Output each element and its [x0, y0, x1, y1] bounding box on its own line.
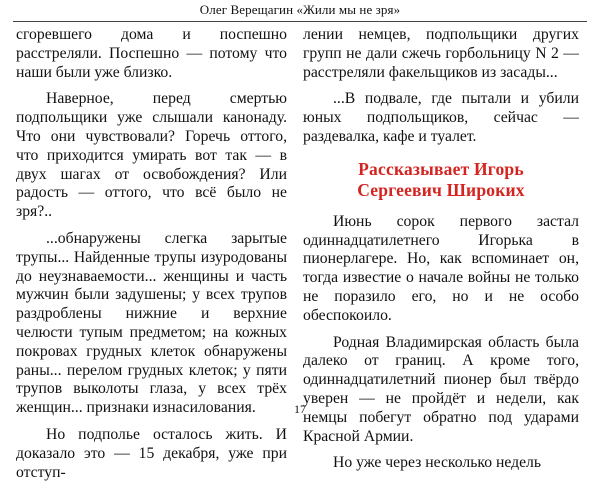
left-paragraph-3-quote: ...обнаружены слегка зарытые трупы... Найденные трупы изуродованы до неузнаваемости... женщины и часть мужчин были задушены; у всех трупов раздроблены нижние и верхние челюсти тупым предметом; на кожных покровах грудных клеток обнаружены раны... перелом грудных клеток; у пяти трупов выколоты глаза, у всех трёх женщин... признаки изнасилования. [16, 229, 287, 417]
header-rule [13, 21, 587, 22]
left-paragraph-1: сгоревшего дома и поспешно расстреляли. Поспешно — потому что наши были уже близко. [16, 26, 287, 81]
section-title-line-2: Сергеевич Широких [357, 179, 525, 200]
running-header: Олег Верещагин «Жили мы не зря» [199, 2, 401, 17]
section-title-line-1: Рассказывает Игорь [358, 158, 524, 179]
right-paragraph-1: лении немцев, подпольщики других групп не дали сжечь горбольницу N 2 — расстреляли факельщиков из засады... [303, 26, 579, 81]
left-paragraph-4: Но подполье осталось жить. И доказало это — 15 декабря, уже при отступ- [16, 425, 287, 481]
right-paragraph-2: ...В подвале, где пытали и убили юных подпольщиков, сейчас — раздевалка, кафе и туалет. [303, 90, 579, 145]
section-title [303, 159, 579, 201]
page-number: 17 [294, 402, 306, 416]
right-paragraph-5: Но уже через несколько недель [333, 454, 542, 472]
right-paragraph-4: Родная Владимирская область была далеко от границ. А кроме того, одиннадцатилетний пионер был твёрдо уверен — не пройдёт и недели, как немцы побегут обратно под ударами Красной Армии. [303, 333, 579, 445]
left-paragraph-2: Наверное, перед смертью подпольщики уже слышали канонаду. Что они чувствовали? Горечь оттого, что приходится умирать вот так — в двух шагах от освобождения? Или радость — оттого, что всё было не зря?.. [16, 90, 287, 221]
right-paragraph-3: Июнь сорок первого застал одиннадцатилетнего Игорька в пионерлагере. Но, как вспоминает он, тогда известие о начале войны не только не поразило его, но и не особо обеспокоило. [303, 212, 579, 324]
